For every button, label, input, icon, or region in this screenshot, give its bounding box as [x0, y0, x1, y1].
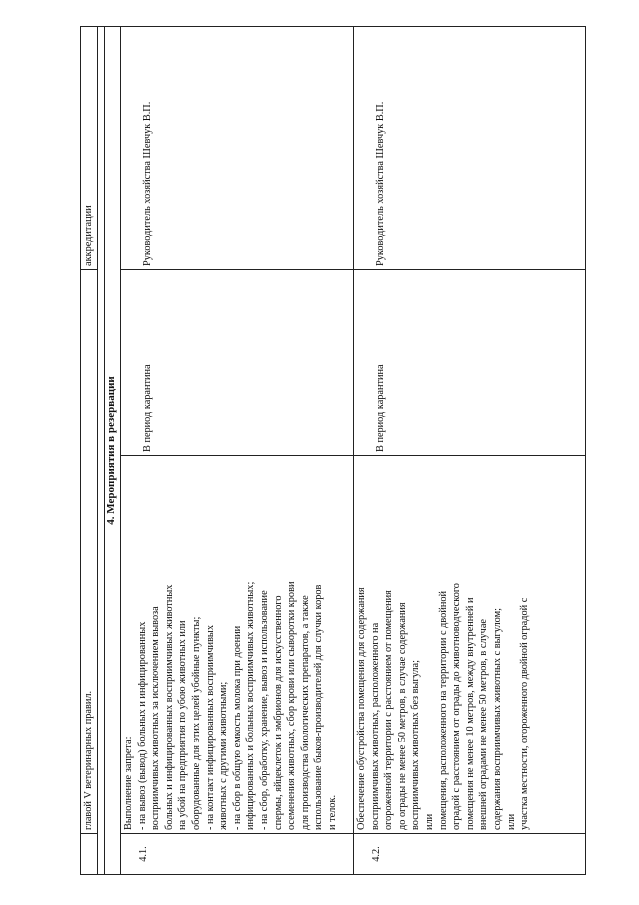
measure-line: или — [505, 813, 517, 830]
measure-line: осеменения животных, сбор крови или сыворотки крови — [286, 581, 298, 830]
measure-line: спермы, яйцеклеток и эмбрионов для искусственного — [272, 595, 284, 830]
measure-line: - на вывоз (вывод) больных и инфицированных — [136, 621, 148, 830]
measure-line: и телок. — [326, 794, 338, 830]
section-title: 4. Мероприятия в резервации — [105, 27, 121, 875]
rotated-table-wrapper — [80, 27, 623, 875]
table-row — [354, 27, 586, 875]
header-left-cell: главой V ветеринарных правил. — [81, 270, 98, 834]
deadline-text: В период карантина — [375, 364, 386, 452]
deadline-cell — [354, 270, 586, 456]
measure-line: для производства биологических препаратов, а также — [299, 595, 311, 830]
measure-line: использование быков-производителей для случки коров — [313, 584, 325, 830]
measure-line: восприимчивых животных без выгула; — [410, 660, 422, 830]
header-number-cell — [81, 834, 98, 875]
measure-line: внешней оградами не менее 50 метров, в случае — [478, 618, 490, 830]
measure-line: инфицированных и больных восприимчивых животных; — [245, 581, 257, 830]
measure-line: помещения не менее 10 метров, между внутренней и — [464, 597, 476, 830]
measure-line: оградой с расстоянием от ограды до животноводческого — [451, 583, 463, 830]
measure-line: - на сбор, обработку, хранение, вывоз и использование — [258, 590, 270, 830]
spacer-row — [98, 27, 105, 875]
measure-line: содержания восприимчивых животных с выгулом; — [491, 608, 503, 830]
deadline-text: В период карантина — [142, 364, 153, 452]
header-continuation-row — [81, 27, 98, 875]
deadline-cell — [121, 270, 354, 456]
measure-line: до ограды не менее 50 метров, в случае содержания — [396, 602, 408, 830]
responsible-text: Руководитель хозяйства Шевчук В.П. — [375, 101, 386, 266]
responsible-cell — [354, 27, 586, 270]
responsible-text: Руководитель хозяйства Шевчук В.П. — [142, 101, 153, 266]
measure-text — [121, 456, 354, 834]
measures-table — [80, 26, 586, 875]
measure-line: - на контакт инфицированных восприимчивых — [204, 625, 216, 830]
measure-line: животных с другими животными; — [218, 681, 230, 830]
measure-line: участка местности, огороженного двойной оградой с — [519, 597, 531, 830]
measure-line: огороженной территории с расстоянием от помещения — [383, 590, 395, 830]
measure-line: восприимчивых животных, расположенного на — [369, 622, 381, 830]
measure-line: - на сбор в общую емкость молока при доении — [231, 625, 243, 830]
measure-line: оборудованные для этих целей убойные пункты; — [190, 616, 202, 830]
measure-line: Выполнение запрета: — [123, 736, 134, 830]
measure-line: восприимчивых животных за исключением вывоза — [150, 606, 162, 830]
responsible-cell — [121, 27, 354, 270]
measure-line: Обеспечение обустройства помещения для содержания — [356, 587, 367, 830]
header-right-cell: аккредитации — [81, 27, 98, 270]
measure-line: помещения, расположенного на территории с двойной — [437, 591, 449, 830]
measure-line: на убой на предприятия по убою животных или — [177, 620, 189, 830]
measure-line: больных и инфицированных восприимчивых животных — [163, 584, 175, 830]
measure-text — [354, 456, 586, 834]
measure-line: или — [423, 813, 435, 830]
row-number: 4.2. — [354, 834, 586, 875]
row-number: 4.1. — [121, 834, 354, 875]
spacer-cell — [98, 27, 105, 875]
table-row — [121, 27, 354, 875]
section-row — [105, 27, 121, 875]
